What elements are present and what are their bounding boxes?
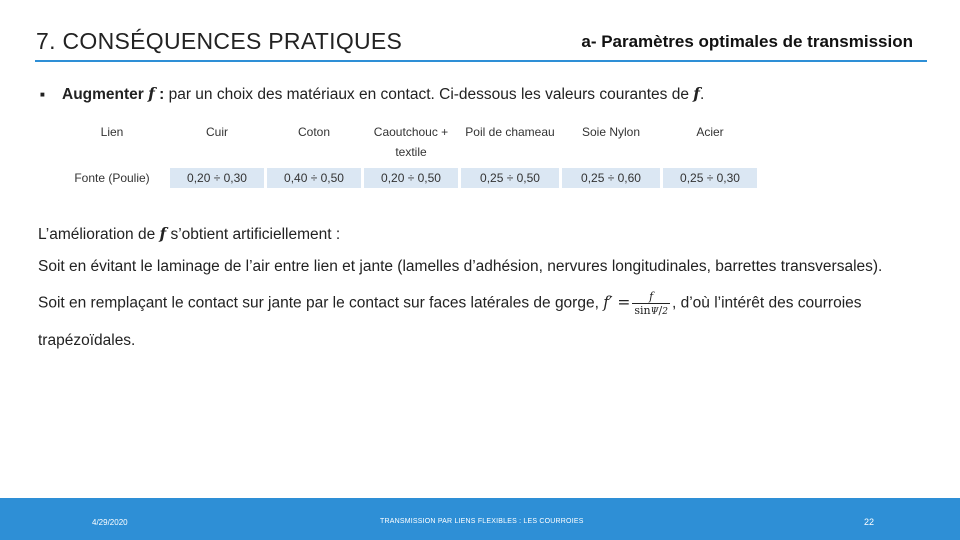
- formula-fraction: [632, 290, 670, 317]
- paragraph-text: , d’où l’intérêt des courroies: [671, 294, 862, 312]
- paragraph-text: s’obtient artificiellement :: [166, 226, 341, 243]
- column-header: Soie Nylon: [562, 119, 660, 165]
- page-number: 22: [864, 517, 875, 527]
- friction-values-table: [54, 116, 760, 191]
- paragraph-contact-gorge: [38, 290, 862, 317]
- formula-numerator: f: [632, 290, 670, 304]
- table-header-row: [57, 119, 757, 165]
- formula-sin: sin: [634, 304, 651, 317]
- column-header: Acier: [663, 119, 757, 165]
- column-header: Caoutchouc + textile: [364, 119, 458, 165]
- table-cell: 0,25 ÷ 0,60: [562, 168, 660, 188]
- friction-formula: [603, 290, 672, 317]
- table-corner-cell: Lien: [57, 119, 167, 165]
- table-cell: 0,40 ÷ 0,50: [267, 168, 361, 188]
- table-cell: 0,20 ÷ 0,30: [170, 168, 264, 188]
- footer-bar: [0, 498, 960, 540]
- bullet-colon: :: [154, 86, 165, 103]
- bullet-bold-prefix: Augmenter: [62, 86, 144, 103]
- row-header: Fonte (Poulie): [57, 168, 167, 188]
- formula-lhs: f′ =: [603, 293, 631, 312]
- paragraph-text: L’amélioration de: [38, 226, 160, 243]
- footer-title: TRANSMISSION PAR LIENS FLEXIBLES : LES COURROIES: [380, 518, 584, 525]
- table-cell: 0,20 ÷ 0,50: [364, 168, 458, 188]
- footer-date: 4/29/2020: [92, 518, 128, 527]
- formula-denominator: sinΨ/2: [634, 304, 668, 317]
- title-divider: [35, 60, 927, 62]
- paragraph-trapezoidales: trapézoïdales.: [38, 332, 136, 349]
- paragraph-laminage: Soit en évitant le laminage de l’air entre lien et jante (lamelles d’adhésion, nervures longitudinales, barrettes transversales).: [38, 258, 883, 275]
- friction-symbol: f: [159, 224, 167, 243]
- slide-subtitle: a- Paramètres optimales de transmission: [581, 32, 913, 51]
- bullet-text: par un choix des matériaux en contact. Ci-dessous les valeurs courantes de: [164, 86, 694, 103]
- bullet-end: .: [699, 86, 705, 103]
- column-header: Cuir: [170, 119, 264, 165]
- column-header: Poil de chameau: [461, 119, 559, 165]
- table-row: [57, 168, 757, 188]
- table-cell: 0,25 ÷ 0,30: [663, 168, 757, 188]
- paragraph-amelioration: [38, 224, 340, 244]
- friction-symbol-end: f: [693, 84, 700, 103]
- table-cell: 0,25 ÷ 0,50: [461, 168, 559, 188]
- slide-title: 7. CONSÉQUENCES PRATIQUES: [36, 28, 403, 54]
- formula-two: 2: [662, 307, 668, 317]
- paragraph-text: Soit en remplaçant le contact sur jante par le contact sur faces latérales de gorge,: [38, 294, 604, 312]
- square-bullet-icon: ■: [40, 90, 45, 100]
- column-header: Coton: [267, 119, 361, 165]
- bullet-augmenter: [40, 84, 704, 104]
- formula-psi: Ψ: [650, 307, 659, 317]
- friction-symbol: f: [148, 84, 155, 103]
